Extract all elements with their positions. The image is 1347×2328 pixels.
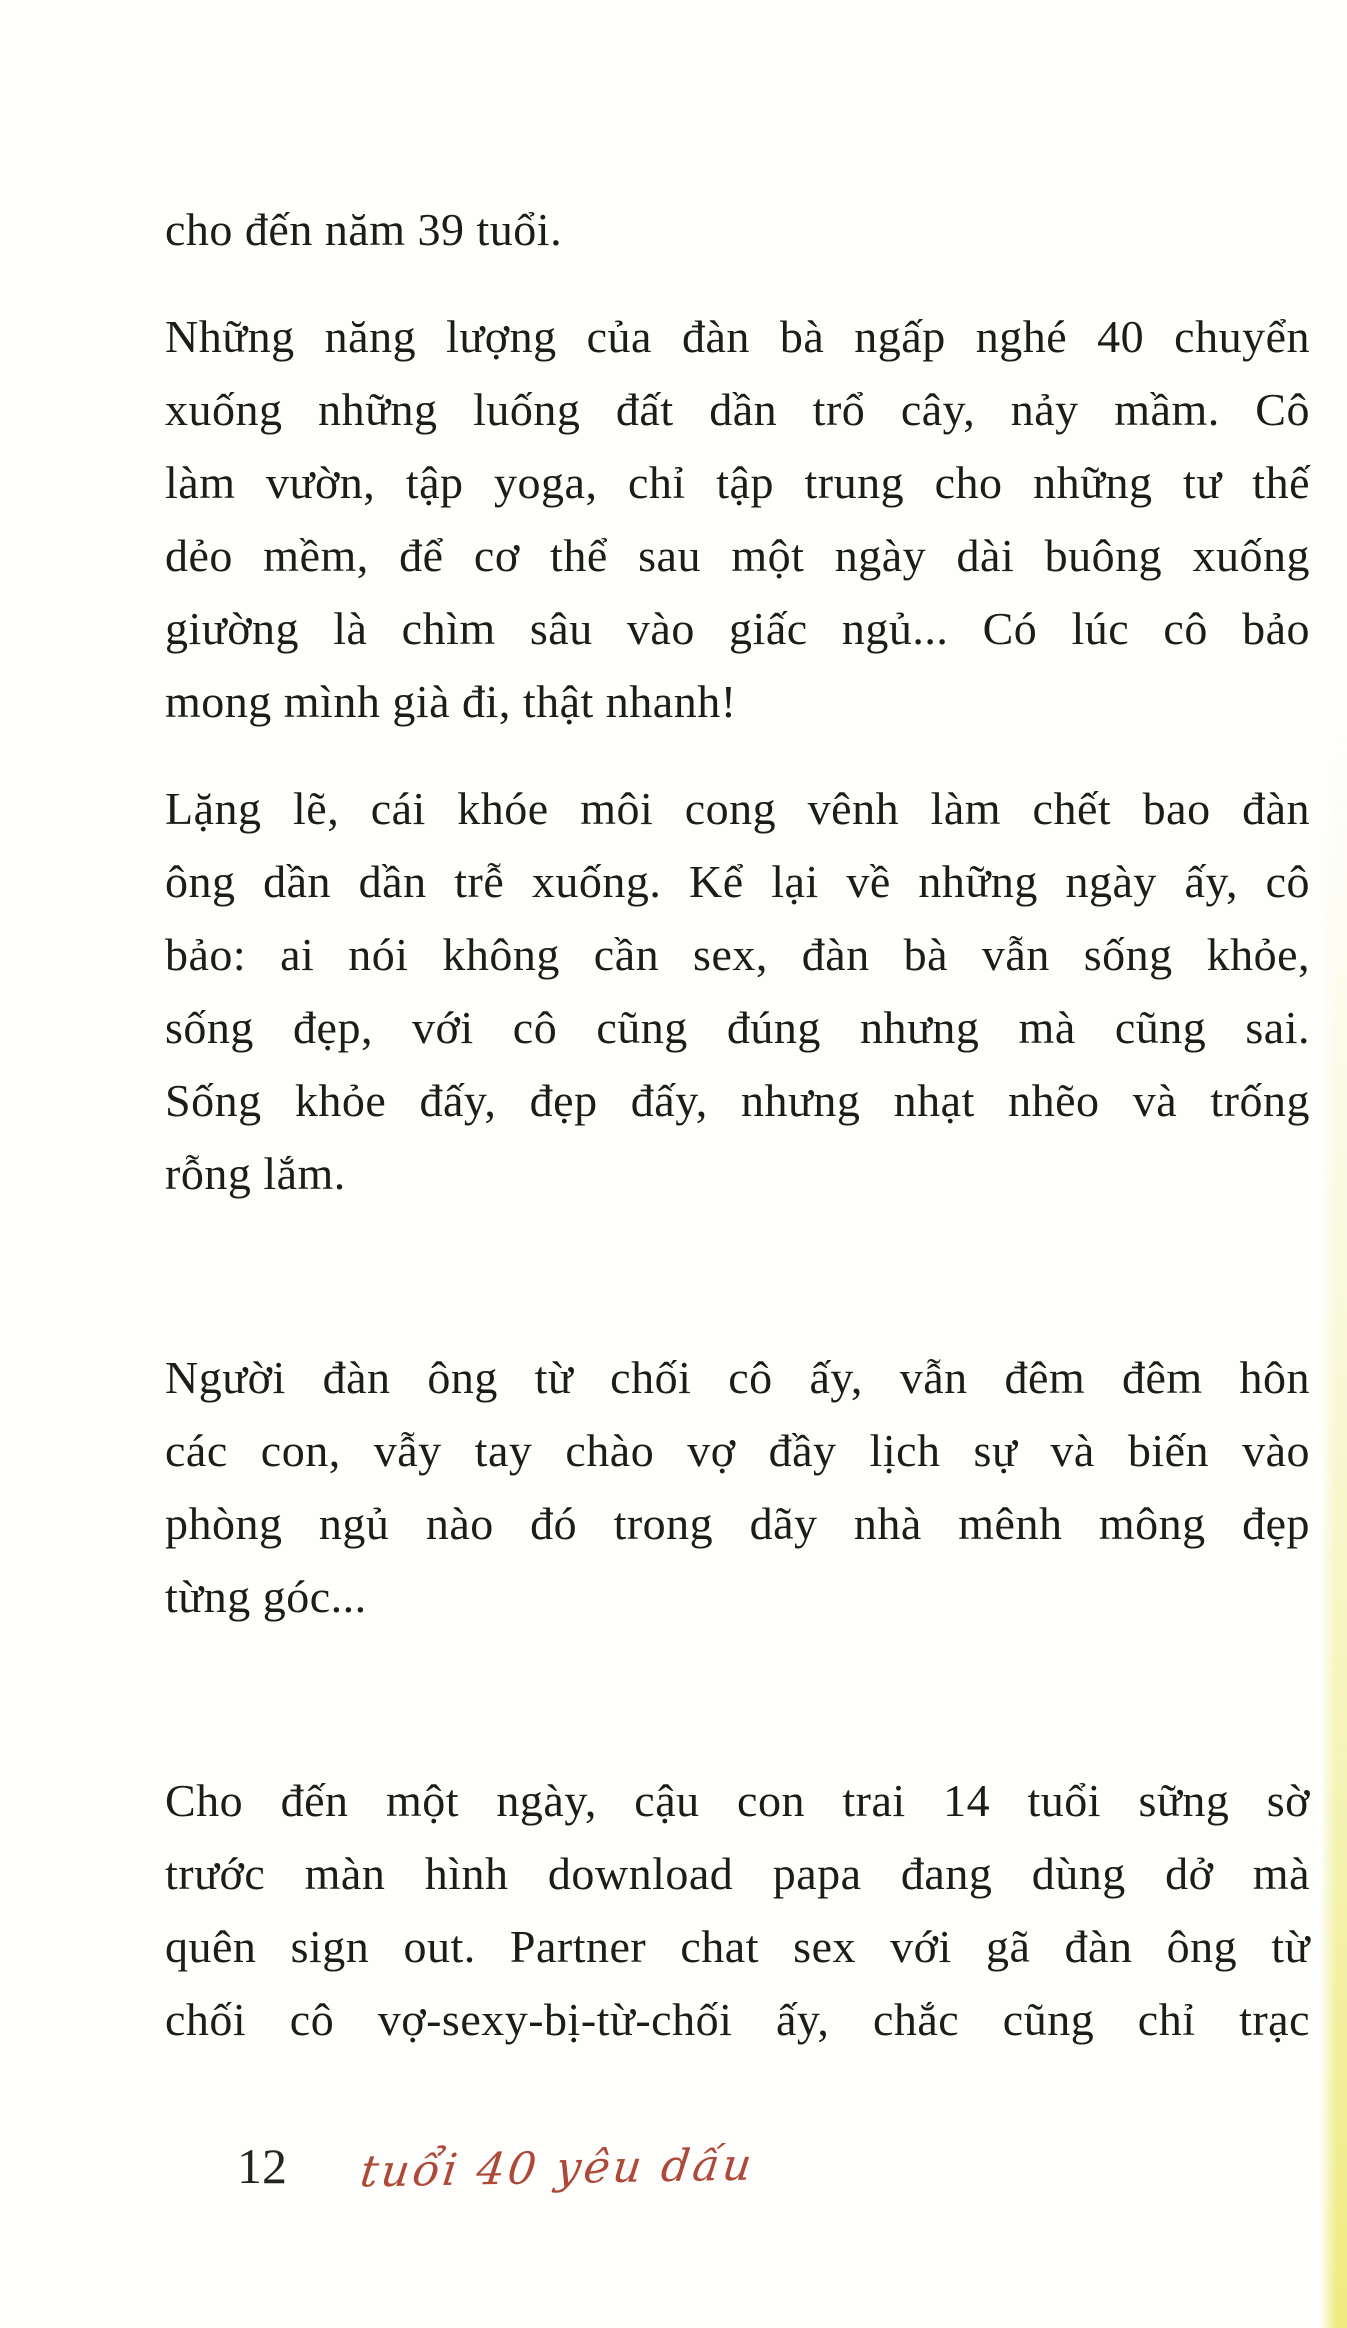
text-line: quên sign out. Partner chat sex với gã đàn ông từ <box>165 1921 1310 1972</box>
paragraph <box>165 300 1310 738</box>
paragraph <box>165 193 1310 266</box>
paragraph <box>165 1764 1310 2056</box>
text-line: chối cô vợ-sexy-bị-từ-chối ấy, chắc cũng chỉ trạc <box>165 1994 1310 2045</box>
text-line: Sống khỏe đấy, đẹp đấy, nhưng nhạt nhẽo và trống <box>165 1075 1310 1126</box>
footer <box>237 2136 758 2199</box>
text-line: các con, vẫy tay chào vợ đầy lịch sự và biến vào <box>165 1425 1310 1476</box>
text-line: giường là chìm sâu vào giấc ngủ... Có lúc cô bảo <box>165 603 1310 654</box>
text-line: rỗng lắm. <box>165 1148 346 1199</box>
text-line: xuống những luống đất dần trổ cây, nảy mầm. Cô <box>165 384 1310 435</box>
text-line: phòng ngủ nào đó trong dãy nhà mênh mông đẹp <box>165 1498 1310 1549</box>
text-line: mong mình già đi, thật nhanh! <box>165 676 737 727</box>
text-line: trước màn hình download papa đang dùng dở mà <box>165 1848 1310 1899</box>
text-line: Lặng lẽ, cái khóe môi cong vênh làm chết bao đàn <box>165 783 1310 834</box>
text-line: sống đẹp, với cô cũng đúng nhưng mà cũng sai. <box>165 1002 1310 1053</box>
text-line: Người đàn ông từ chối cô ấy, vẫn đêm đêm hôn <box>165 1352 1310 1403</box>
paragraph <box>165 772 1310 1210</box>
book-title-script: tuổi 40 yêu dấu <box>357 2139 758 2198</box>
page-number: 12 <box>237 2138 287 2194</box>
text-line: ông dần dần trễ xuống. Kể lại về những ngày ấy, cô <box>165 856 1310 907</box>
text-line: từng góc... <box>165 1571 367 1622</box>
text-line: làm vườn, tập yoga, chỉ tập trung cho những tư thế <box>165 457 1310 508</box>
text-line: Những năng lượng của đàn bà ngấp nghé 40 chuyển <box>165 311 1310 362</box>
text-line: dẻo mềm, để cơ thể sau một ngày dài buông xuống <box>165 530 1310 581</box>
text-line: Cho đến một ngày, cậu con trai 14 tuổi sững sờ <box>165 1775 1310 1826</box>
text-line: cho đến năm 39 tuổi. <box>165 204 563 255</box>
text-line: bảo: ai nói không cần sex, đàn bà vẫn sống khỏe, <box>165 929 1310 980</box>
paragraph <box>165 1341 1310 1633</box>
page-edge-shadow <box>1320 720 1347 2328</box>
text-block <box>165 193 1310 2090</box>
